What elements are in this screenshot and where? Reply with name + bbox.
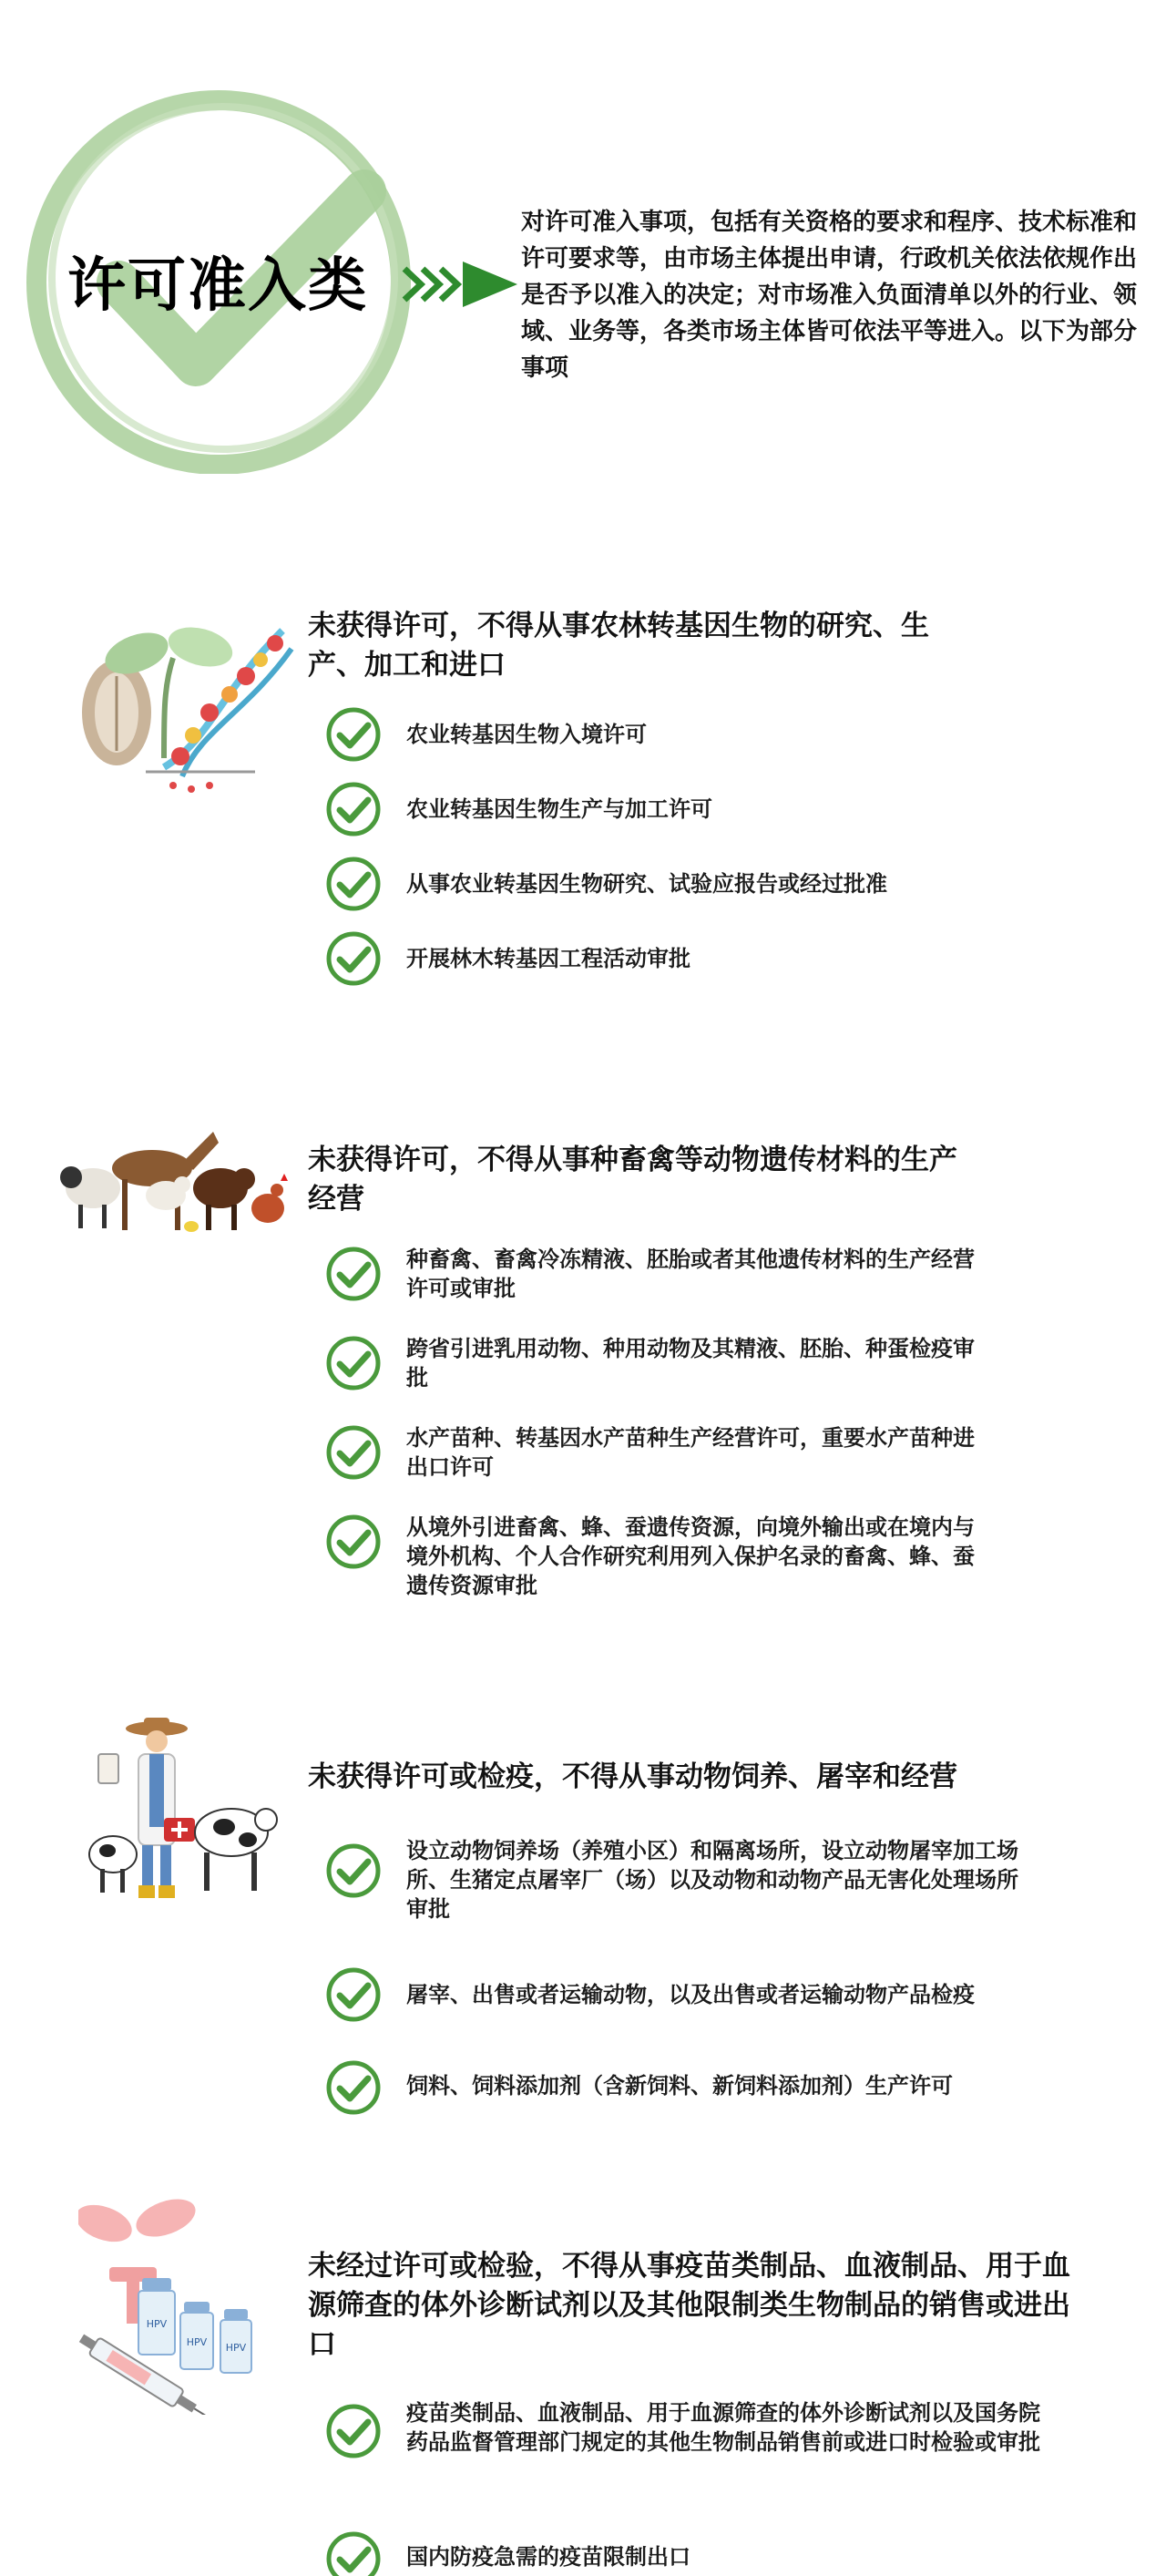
item-text: 开展林木转基因工程活动审批 [406,946,690,971]
item-list [324,711,1071,1010]
list-item [324,1334,1071,1423]
arrow-right-icon [401,258,519,311]
check-circle-icon [324,855,383,913]
item-text: 跨省引进乳用动物、种用动物及其精液、胚胎、种蛋检疫审批 [406,1336,975,1391]
veterinarian-cow-icon [87,1718,279,1909]
check-circle-icon [324,2402,383,2460]
list-item [324,1245,1071,1334]
list-item [324,1836,1071,1971]
section-title: 未获得许可，不得从事种畜禽等动物遗传材料的生产经营 [308,1144,957,1216]
item-text: 饲料、饲料添加剂（含新饲料、新饲料添加剂）生产许可 [406,2073,953,2099]
item-text: 种畜禽、畜禽冷冻精液、胚胎或者其他遗传材料的生产经营许可或审批 [406,1247,975,1301]
list-item [324,785,1071,860]
item-text: 从境外引进畜禽、蜂、蚕遗传资源，向境外输出或在境内与境外机构、个人合作研究利用列入保护名录的畜禽、蜂、蚕遗传资源审批 [406,1514,975,1598]
list-item [324,1513,1071,1613]
check-circle-icon [324,929,383,988]
section-title: 未经过许可或检验，不得从事疫苗类制品、血液制品、用于血源筛查的体外诊断试剂以及其他限制类生物制品的销售或进出口 [308,2250,1070,2361]
check-circle-icon [324,1842,383,1900]
check-circle-icon [324,1965,383,2024]
intro-description: 对许可准入事项，包括有关资格的要求和程序、技术标准和许可要求等，由市场主体提出申请，行政机关依法依规作出是否予以准入的决定；对市场准入负面清单以外的行业、领域、业务等，各类市场主体皆可依法平等进入。以下为部分事项 [521,209,1138,382]
check-circle-icon [324,705,383,764]
transgenic-plant-dna-icon [73,603,319,795]
check-circle-icon [324,1245,383,1303]
check-circle-icon [324,1334,383,1392]
item-text: 农业转基因生物入境许可 [406,722,647,747]
check-circle-icon [324,1513,383,1571]
item-text: 疫苗类制品、血液制品、用于血源筛查的体外诊断试剂以及国务院药品监督管理部门规定的其他生物制品销售前或进口时检验或审批 [406,2400,1040,2455]
item-list [324,1836,1071,2131]
item-text: 水产苗种、转基因水产苗种生产经营许可，重要水产苗种进出口许可 [406,1425,975,1480]
item-text: 从事农业转基因生物研究、试验应报告或经过批准 [406,871,887,897]
list-item [324,2398,1071,2535]
list-item [324,711,1071,785]
section-title: 未获得许可或检疫，不得从事动物饲养、屠宰和经营 [308,1760,957,1793]
header [0,0,1166,510]
list-item [324,1423,1071,1513]
check-circle-icon [324,2530,383,2576]
list-item [324,860,1071,935]
check-circle-icon [324,1423,383,1482]
livestock-animals-icon [56,1124,290,1243]
vial-label-2: HPV [186,2336,208,2348]
item-list [324,2398,1071,2576]
item-list [324,1245,1071,1613]
list-item [324,935,1071,1010]
vaccine-vials-syringe-icon [78,2196,270,2415]
check-circle-icon [324,780,383,838]
item-text: 设立动物饲养场（养殖小区）和隔离场所，设立动物屠宰加工场所、生猪定点屠宰厂（场）以及动物和动物产品无害化处理场所审批 [406,1838,1018,1922]
list-item [324,1971,1071,2058]
item-text: 屠宰、出售或者运输动物，以及出售或者运输动物产品检疫 [406,1982,975,2007]
section-title: 未获得许可，不得从事农林转基因生物的研究、生产、加工和进口 [308,610,929,682]
check-circle-icon [324,2058,383,2117]
list-item [324,2058,1071,2131]
item-text: 农业转基因生物生产与加工许可 [406,796,712,822]
list-item [324,2535,1071,2576]
page-title: 许可准入类 [67,252,368,320]
vial-label-3: HPV [225,2342,247,2354]
item-text: 国内防疫急需的疫苗限制出口 [406,2544,690,2570]
vial-label-1: HPV [146,2318,168,2330]
